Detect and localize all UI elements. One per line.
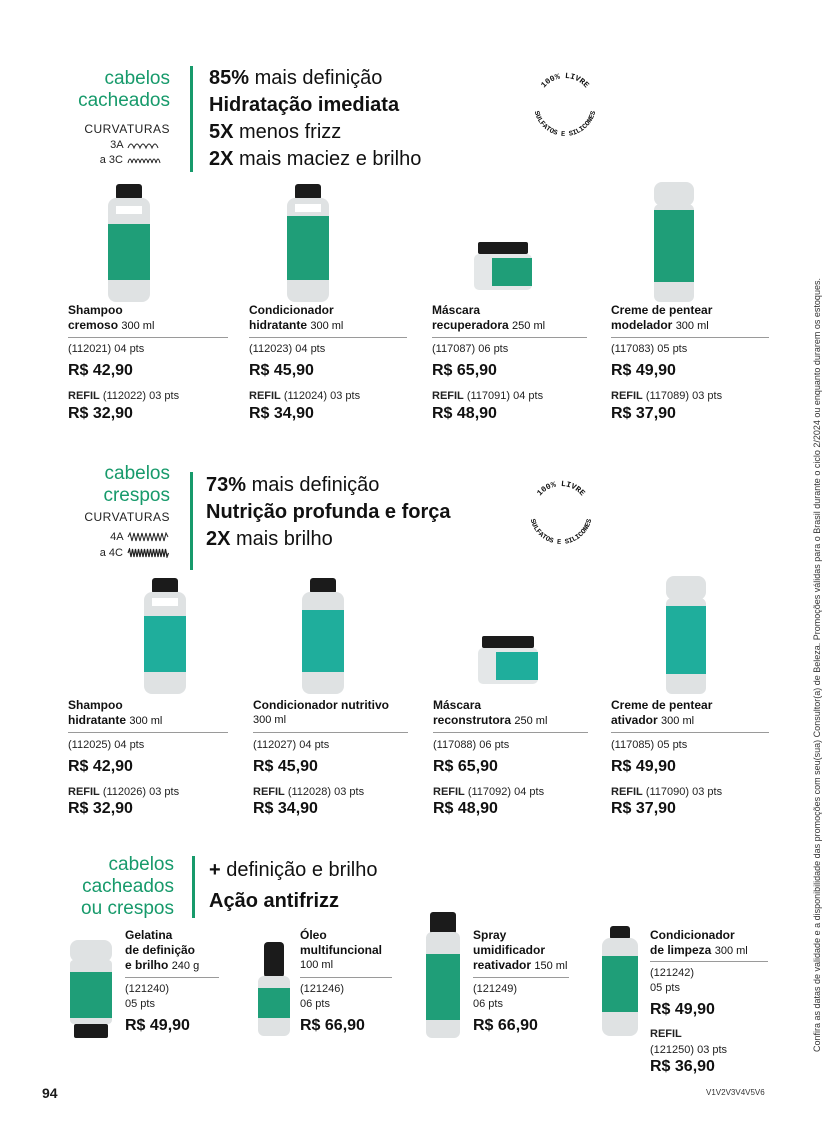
product-points: 06 pts: [473, 998, 503, 1010]
product-name: Máscara reconstrutora 250 ml: [433, 698, 548, 727]
section-divider: [192, 856, 195, 918]
refil-code: REFIL (117089) 03 pts: [611, 390, 723, 402]
mask-jar-image: [474, 242, 532, 290]
coil-icon: [126, 532, 170, 542]
product-code: (112027) 04 pts: [253, 739, 330, 751]
product-code: (112021) 04 pts: [68, 343, 145, 355]
shampoo-bottle-image: [104, 184, 154, 304]
product-points: 05 pts: [125, 998, 155, 1010]
claim: + definição e brilho: [209, 859, 378, 881]
section-divider: [190, 66, 193, 172]
refil-code: REFIL (112026) 03 pts: [68, 786, 180, 798]
product-name: Máscara recuperadora 250 ml: [432, 303, 546, 332]
curvature-3c: a 3C: [40, 154, 170, 166]
refil-code: REFIL (117092) 04 pts: [433, 786, 545, 798]
product-name: Shampoo cremoso 300 ml: [68, 303, 155, 332]
refil-price: R$ 36,90: [650, 1058, 715, 1075]
product-name: Spray umidificador reativador 150 ml: [473, 928, 568, 972]
refil-code: REFIL (112022) 03 pts: [68, 390, 180, 402]
product-code: (112025) 04 pts: [68, 739, 145, 751]
refil-code: REFIL (117091) 04 pts: [432, 390, 544, 402]
refil-price: R$ 37,90: [611, 800, 676, 817]
section-divider: [190, 472, 193, 570]
product-name: Óleo multifuncional 100 ml: [300, 928, 382, 971]
claim: Hidratação imediata: [209, 94, 400, 116]
refil-price: R$ 48,90: [432, 405, 497, 422]
curvaturas-label: CURVATURAS: [84, 122, 170, 136]
claim: Ação antifrizz: [209, 890, 340, 912]
product-name: Shampoo hidratante 300 ml: [68, 698, 163, 727]
product-name: Condicionador nutritivo 300 ml: [253, 698, 389, 726]
separator: [473, 977, 569, 978]
product-code: (117083) 05 pts: [611, 343, 688, 355]
product-price: R$ 66,90: [473, 1017, 538, 1034]
free-from-badge: [526, 66, 604, 144]
svg-text:SULFATOS E SILICONES: SULFATOS E SILICONES: [531, 110, 599, 140]
claim: 5X menos frizz: [209, 121, 342, 143]
styling-cream-bottle-image: [664, 576, 708, 696]
refil-price: R$ 37,90: [611, 405, 676, 422]
product-name: Gelatina de definição e brilho 240 g: [125, 928, 200, 972]
separator: [68, 732, 228, 733]
claim: 2X mais maciez e brilho: [209, 148, 422, 170]
cleansing-conditioner-bottle-image: [602, 926, 638, 1038]
product-price: R$ 45,90: [253, 758, 318, 775]
product-name: Creme de pentear ativador 300 ml: [611, 698, 713, 727]
product-price: R$ 65,90: [432, 362, 497, 379]
free-from-badge: [522, 474, 600, 552]
curl-icon: [126, 155, 170, 165]
curvaturas-label: CURVATURAS: [84, 510, 170, 524]
section-title-crespos: cabelos crespos: [103, 463, 170, 506]
svg-text:100% LIVRE: 100% LIVRE: [535, 479, 587, 499]
edition-code: V1V2V3V4V5V6: [706, 1088, 765, 1097]
spray-bottle-image: [426, 912, 460, 1038]
refil-price: R$ 34,90: [253, 800, 318, 817]
section-title-cacheados: cabelos cacheados: [78, 68, 170, 111]
product-code: (112023) 04 pts: [249, 343, 326, 355]
separator: [650, 961, 768, 962]
product-price: R$ 45,90: [249, 362, 314, 379]
curvature-4c: a 4C: [40, 547, 170, 559]
separator: [249, 337, 407, 338]
product-name: Condicionador hidratante 300 ml: [249, 303, 344, 332]
mask-jar-image: [478, 636, 538, 684]
product-price: R$ 49,90: [611, 362, 676, 379]
product-price: R$ 49,90: [650, 1001, 715, 1018]
zigzag-icon: [126, 548, 170, 558]
curvature-4a: 4A: [40, 531, 170, 543]
product-code: (121246): [300, 983, 345, 995]
disclaimer-vertical-text: Confira as datas de validade e a disponibilidade das promoções com seu(sua) Consultor(a) de Beleza. Promoções válidas para o Brasil durante o ciclo 2/2024 ou enquanto durarem os estoques.: [812, 278, 822, 1052]
refil-price: R$ 32,90: [68, 800, 133, 817]
curl-icon: [126, 140, 170, 150]
product-points: 06 pts: [300, 998, 330, 1010]
product-price: R$ 49,90: [125, 1017, 190, 1034]
oil-bottle-image: [258, 942, 290, 1036]
claim: 73% mais definição: [206, 474, 380, 496]
product-name: Creme de pentear modelador 300 ml: [611, 303, 713, 332]
separator: [433, 732, 588, 733]
separator: [125, 977, 219, 978]
product-name: Condicionador de limpeza 300 ml: [650, 928, 748, 957]
claim: 2X mais brilho: [206, 528, 333, 550]
gel-bottle-image: [70, 940, 112, 1038]
product-code: (121249): [473, 983, 518, 995]
separator: [432, 337, 587, 338]
product-code: (121240): [125, 983, 170, 995]
section-title-cacheados-ou-crespos: cabelos cacheados ou crespos: [81, 854, 174, 919]
styling-cream-bottle-image: [652, 182, 696, 304]
refil-price: R$ 48,90: [433, 800, 498, 817]
refil-code: REFIL (112028) 03 pts: [253, 786, 365, 798]
refil-code: REFIL (112024) 03 pts: [249, 390, 361, 402]
refil-code: REFIL (117090) 03 pts: [611, 786, 723, 798]
refil-label: REFIL: [650, 1028, 682, 1040]
claim: Nutrição profunda e força: [206, 501, 451, 523]
conditioner-bottle-image: [283, 184, 333, 304]
product-code: (117088) 06 pts: [433, 739, 510, 751]
refil-price: R$ 34,90: [249, 405, 314, 422]
product-price: R$ 65,90: [433, 758, 498, 775]
product-price: R$ 66,90: [300, 1017, 365, 1034]
product-points: 05 pts: [650, 982, 680, 994]
page-number: 94: [42, 1085, 58, 1101]
product-price: R$ 49,90: [611, 758, 676, 775]
refil-code: (121250) 03 pts: [650, 1044, 728, 1056]
svg-text:100% LIVRE: 100% LIVRE: [539, 71, 591, 91]
product-code: (117085) 05 pts: [611, 739, 688, 751]
separator: [68, 337, 228, 338]
separator: [300, 977, 392, 978]
product-code: (121242): [650, 967, 695, 979]
curvature-3a: 3A: [40, 139, 170, 151]
refil-price: R$ 32,90: [68, 405, 133, 422]
separator: [611, 337, 769, 338]
product-price: R$ 42,90: [68, 758, 133, 775]
svg-text:SULFATOS E SILICONES: SULFATOS E SILICONES: [527, 518, 595, 548]
claim: 85% mais definição: [209, 67, 383, 89]
product-price: R$ 42,90: [68, 362, 133, 379]
separator: [253, 732, 408, 733]
conditioner-bottle-image: [298, 578, 348, 696]
shampoo-bottle-image: [140, 578, 190, 696]
separator: [611, 732, 769, 733]
product-code: (117087) 06 pts: [432, 343, 509, 355]
